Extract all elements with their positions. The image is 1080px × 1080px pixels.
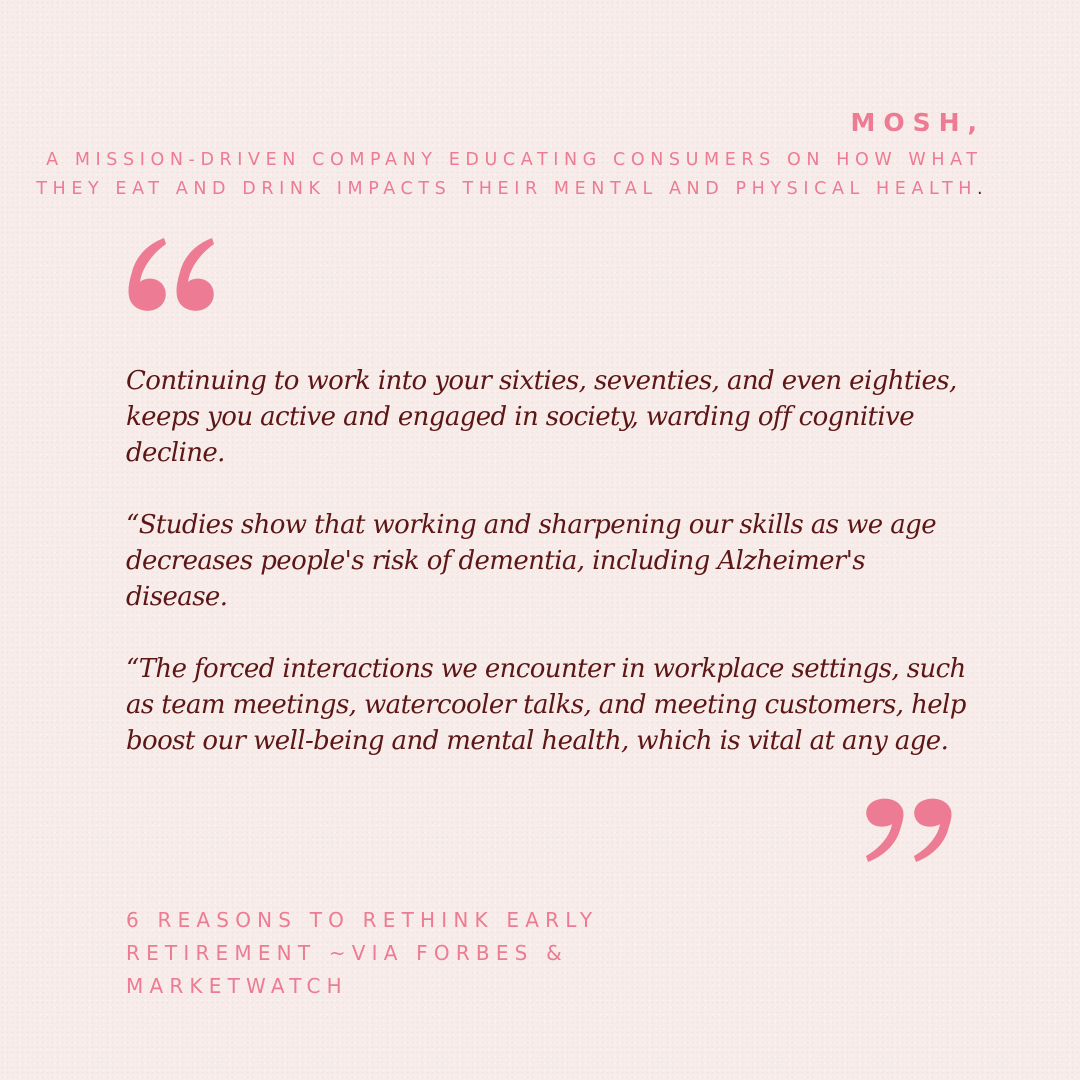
brand-name: MOSH, bbox=[850, 108, 985, 137]
quote-paragraph-3: “The forced interactions we encounter in workplace settings, such as team meetings, watercooler talks, and meeting customers, help boost our well-being and mental health, which is vital at any age. bbox=[126, 654, 966, 756]
quote-body bbox=[126, 363, 966, 795]
tagline-text: A MISSION-DRIVEN COMPANY EDUCATING CONSUMERS ON HOW WHAT THEY EAT AND DRINK IMPACTS THEIR MENTAL AND PHYSICAL HEALTH bbox=[36, 150, 983, 199]
close-quote-icon bbox=[864, 796, 956, 866]
header bbox=[0, 108, 985, 204]
tagline-period: . bbox=[977, 179, 983, 199]
source-credit: 6 REASONS TO RETHINK EARLY RETIREMENT ~VIA FORBES & MARKETWATCH bbox=[126, 908, 599, 998]
tagline bbox=[0, 146, 983, 204]
quote-paragraph-2: “Studies show that working and sharpening our skills as we age decreases people's risk of dementia, including Alzheimer's disease. bbox=[126, 510, 936, 612]
quote-paragraph-1: Continuing to work into your sixties, seventies, and even eighties, keeps you active and engaged in society, warding off cognitive decline. bbox=[126, 366, 957, 468]
open-quote-icon bbox=[124, 230, 216, 312]
